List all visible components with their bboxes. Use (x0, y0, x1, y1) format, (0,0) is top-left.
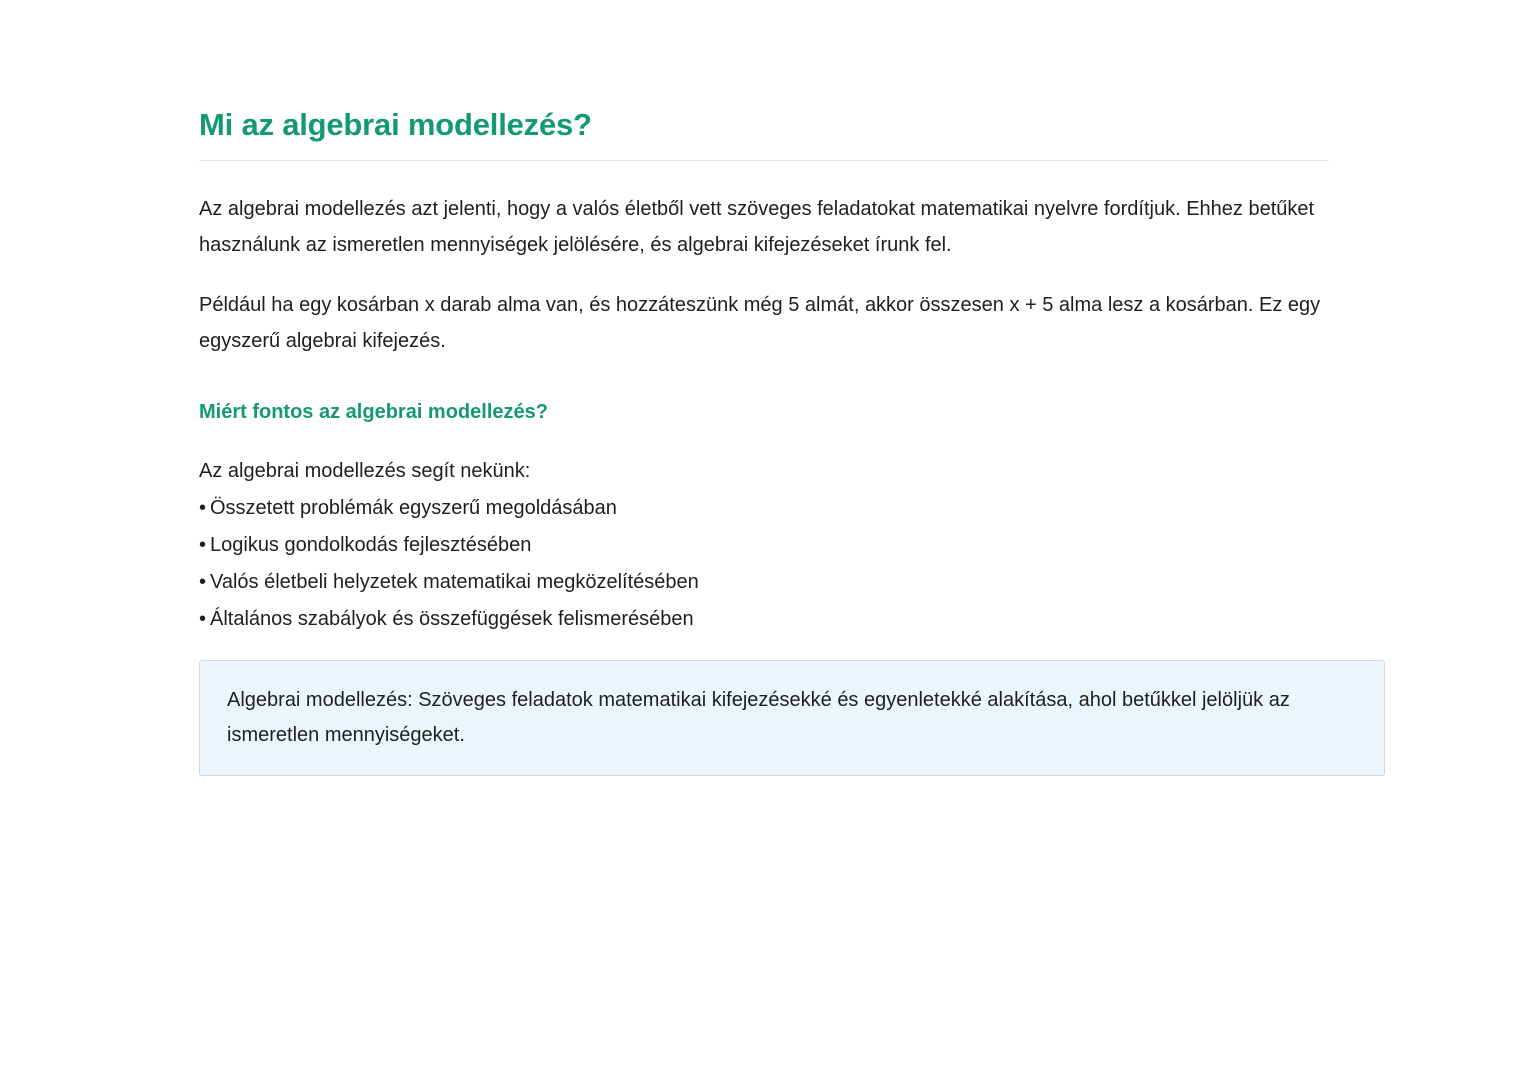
page-title: Mi az algebrai modellezés? (199, 107, 592, 142)
bullet-icon: • (199, 608, 207, 630)
benefits-intro: Az algebrai modellezés segít nekünk: (199, 460, 531, 482)
bullet-icon: • (199, 571, 207, 593)
title-divider (199, 160, 1329, 161)
list-item-text: Összetett problémák egyszerű megoldásában (210, 497, 617, 519)
list-item-text: Logikus gondolkodás fejlesztésében (210, 534, 532, 556)
section-heading: Miért fontos az algebrai modellezés? (199, 401, 548, 423)
list-item-text: Általános szabályok és összefüggések felismerésében (210, 608, 694, 630)
definition-box (199, 660, 1385, 776)
intro-paragraph: Az algebrai modellezés azt jelenti, hogy a valós életből vett szöveges feladatokat matematikai nyelvre fordítjuk. Ehhez betűket használunk az ismeretlen mennyiségek jelölésére, és algebrai kifejezéseket írunk fel. (199, 198, 1315, 256)
list-item (199, 490, 1385, 527)
definition-text: Algebrai modellezés: Szöveges feladatok matematikai kifejezésekké és egyenletekké alakítása, ahol betűkkel jelöljük az ismeretlen mennyiségeket. (227, 689, 1290, 746)
example-paragraph: Például ha egy kosárban x darab alma van, és hozzáteszünk még 5 almát, akkor összesen x + 5 alma lesz a kosárban. Ez egy egyszerű algebrai kifejezés. (199, 294, 1321, 352)
list-item-text: Valós életbeli helyzetek matematikai megközelítésében (210, 571, 699, 593)
list-item (199, 601, 1385, 638)
list-item (199, 527, 1385, 564)
bullet-icon: • (199, 497, 207, 519)
document-page (199, 100, 1385, 776)
benefits-list (199, 490, 1385, 638)
bullet-icon: • (199, 534, 207, 556)
list-item (199, 564, 1385, 601)
